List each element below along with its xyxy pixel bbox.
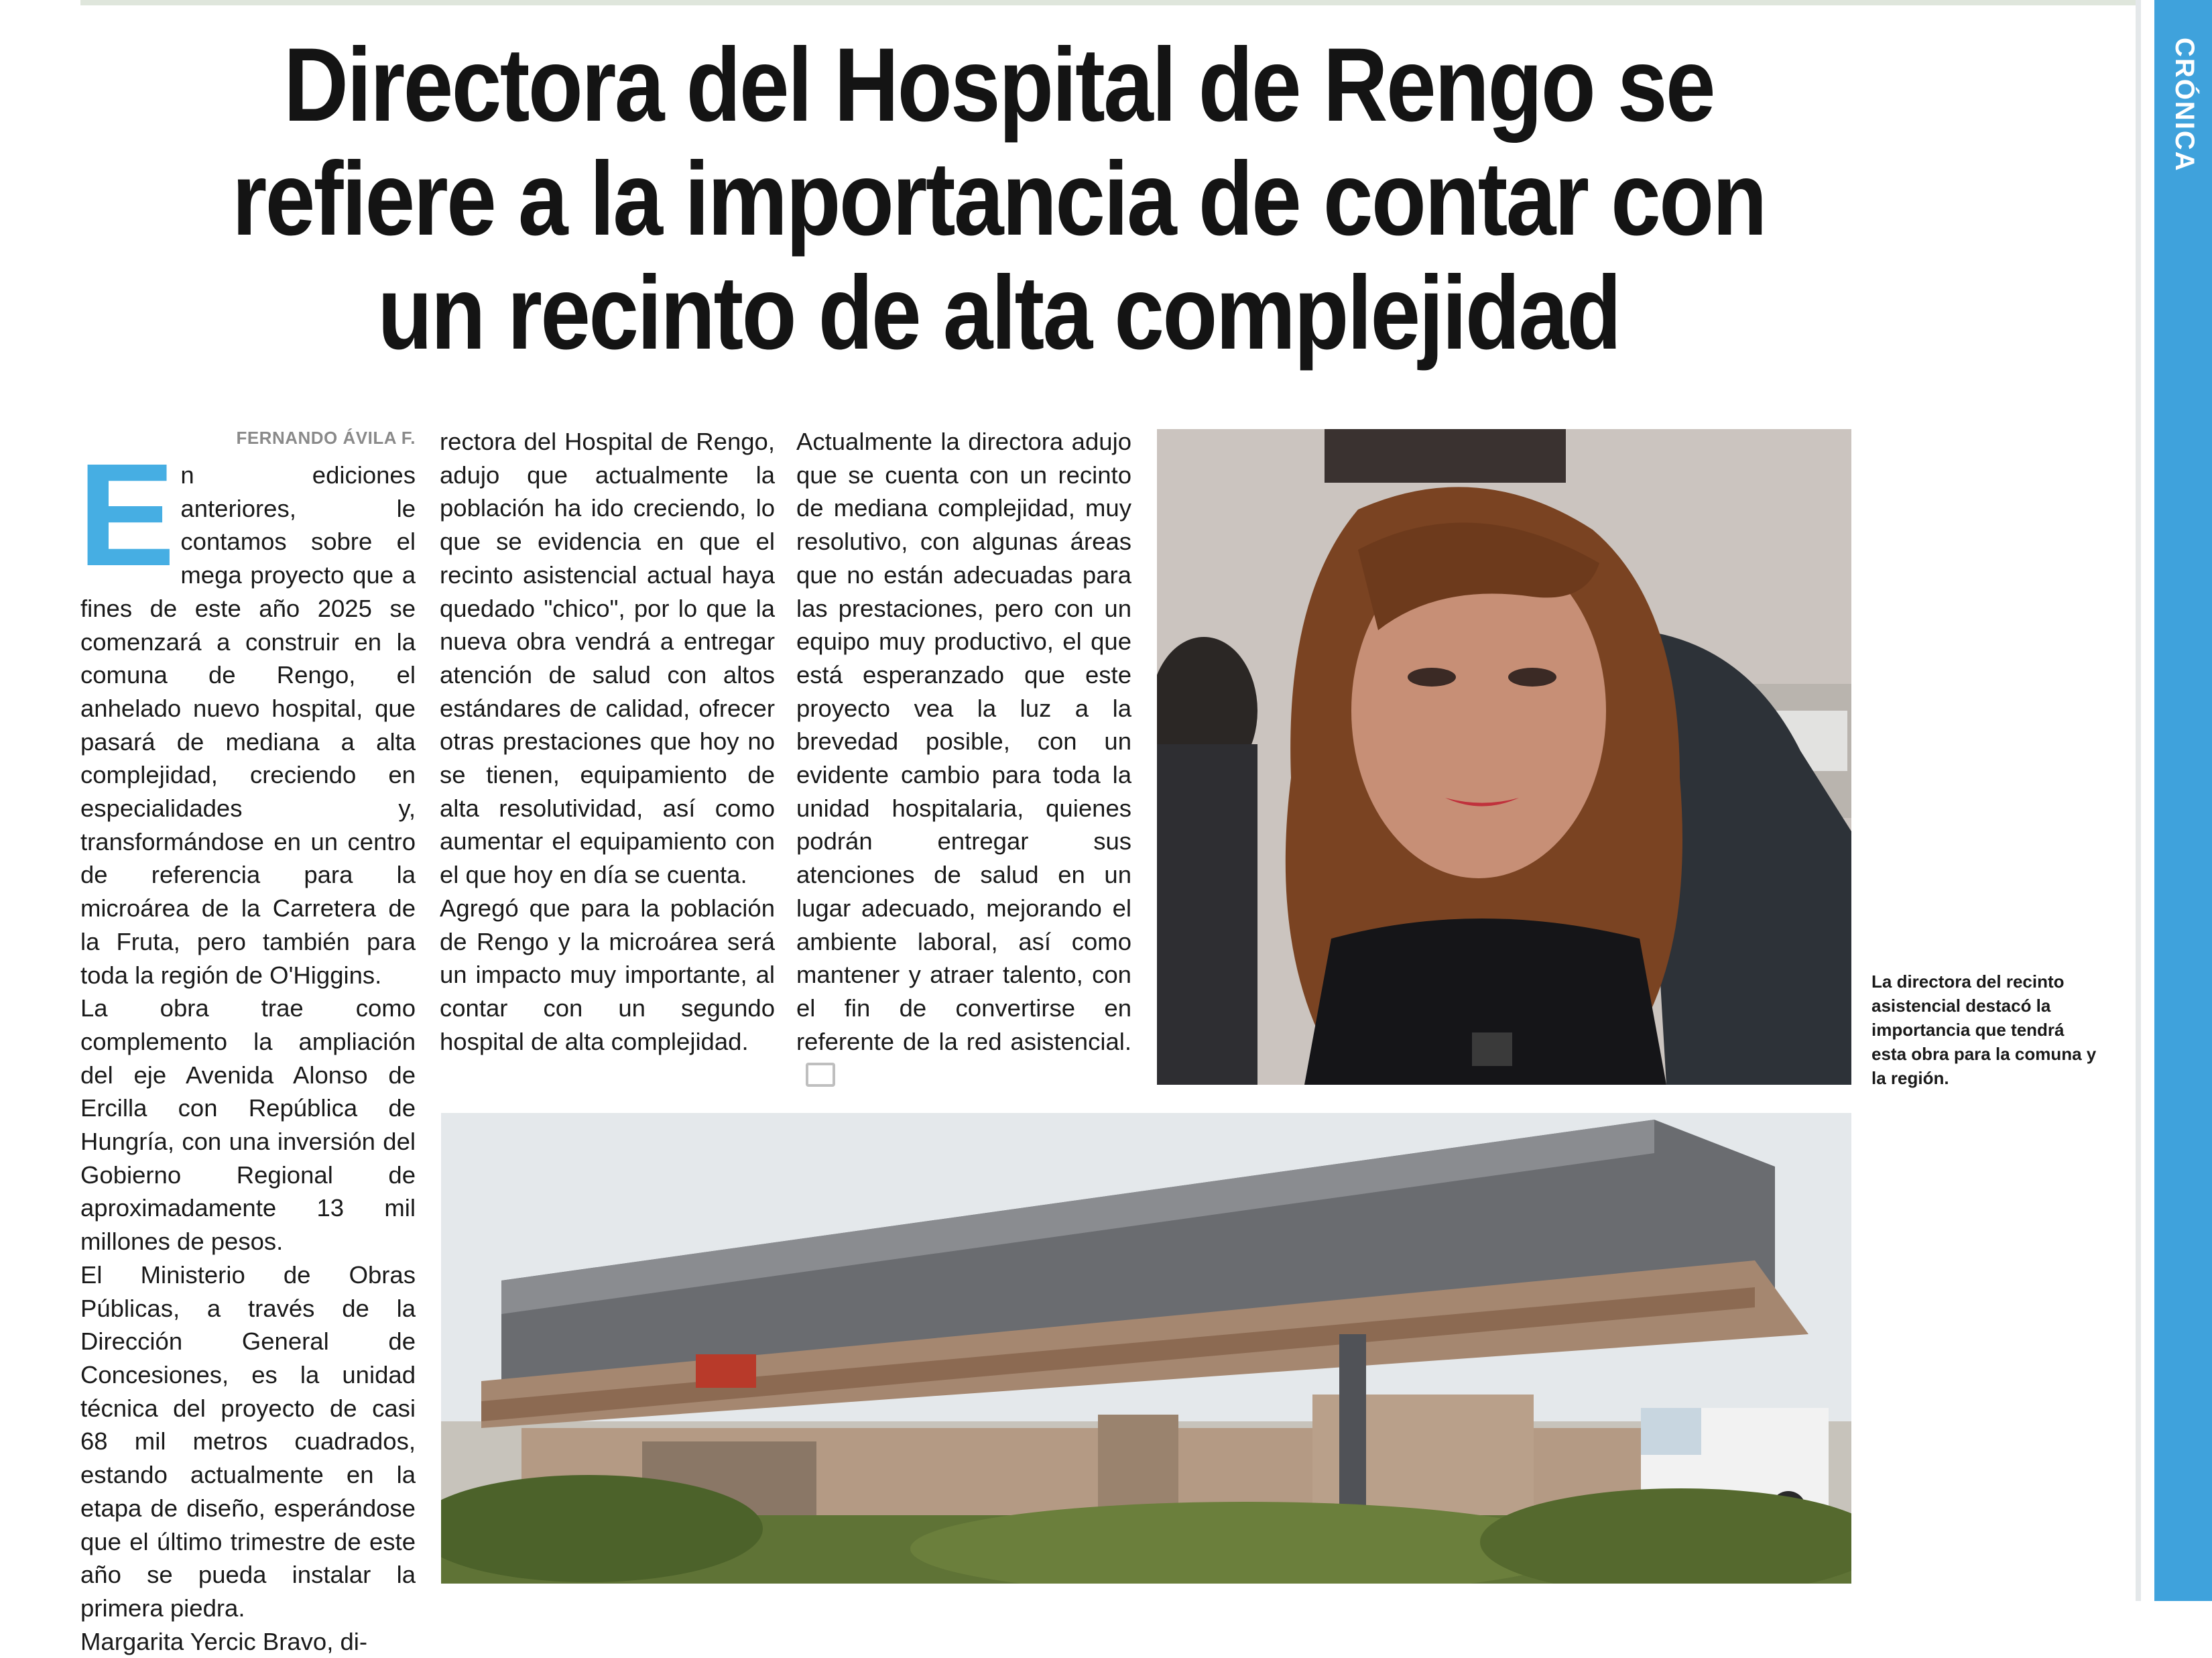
photo-caption: La directora del recinto asistencial destacó la importancia que tendrá esta obra para la comuna y la región. [1871, 971, 2097, 1088]
article-column-2 [440, 425, 775, 1058]
section-tab [2154, 0, 2212, 1601]
paragraph [796, 425, 1131, 1091]
side-rule [2136, 0, 2141, 1601]
hospital-render-image [441, 1113, 1851, 1584]
paragraph: La obra trae como complemento la ampliación del eje Avenida Alonso de Ercilla con República de Hungría, con una inversión del Gobierno Regional de aproximadamente 13 mil millones de pesos. [80, 994, 416, 1256]
paragraph: Agregó que para la población de Rengo y la microárea será un impacto muy importante, al contar con un segundo hospital de alta complejidad. [440, 894, 775, 1055]
portrait-photo [1157, 429, 1851, 1085]
top-rule [80, 0, 2138, 5]
headline: Directora del Hospital de Rengo se refiere a la importancia de contar con un recinto de alta complejidad [232, 27, 1766, 371]
paragraph-text: Actualmente la directora adujo que se cuenta con un recinto de mediana complejidad, muy resolutivo, con algunas áreas que no están adecuadas para las prestaciones, pero con un equipo muy productivo, el que está esperanzado que este proyecto vea la luz a la brevedad posible, con un evidente cambio para toda la unidad hospitalaria, quienes podrán entregar sus atenciones de salud en un lugar adecuado, mejorando el ambiente laboral, así como mantener y atraer talento, con el fin de convertirse en referente de la red asistencial. [796, 428, 1131, 1055]
article-column-3 [796, 425, 1131, 1091]
paragraph: rectora del Hospital de Rengo, adujo que actualmente la población ha ido creciendo, lo que se evidencia en que el recinto asistencial actual haya quedado "chico", por lo que la nueva obra vendrá a entregar atención de salud con altos estándares de calidad, ofrecer otras prestaciones que hoy no se tienen, equipamiento de alta resolutividad, así como aumentar el equipamiento con el que hoy en día se cuenta. [440, 428, 775, 889]
section-label: CRÓNICA [2170, 38, 2199, 172]
paragraph: Margarita Yercic Bravo, di- [80, 1627, 368, 1655]
dropcap: E [78, 434, 176, 597]
paragraph: El Ministerio de Obras Públicas, a través de la Dirección General de Concesiones, es la unidad técnica del proyecto de casi 68 mil metros cuadrados, estando actualmente en la etapa de diseño, esperándose que el último trimestre de este año se pueda instalar la primera piedra. [80, 1260, 416, 1622]
portrait-illustration [1157, 429, 1851, 1085]
article-end-icon [806, 1063, 835, 1087]
paragraph-text: n ediciones anteriores, le contamos sobre el mega proyecto que a fines de este año 2025 se comenzará a construir en la comuna de Rengo, el anhelado nuevo hospital, que pasará de mediana a alta complejidad, creciendo en especialidades y, transformándose en un centro de referencia para la microárea de la Carretera de la Fruta, pero también para toda la región de O'Higgins. [80, 461, 416, 989]
hospital-building-illustration [441, 1113, 1851, 1584]
byline: FERNANDO ÁVILA F. [236, 428, 416, 448]
